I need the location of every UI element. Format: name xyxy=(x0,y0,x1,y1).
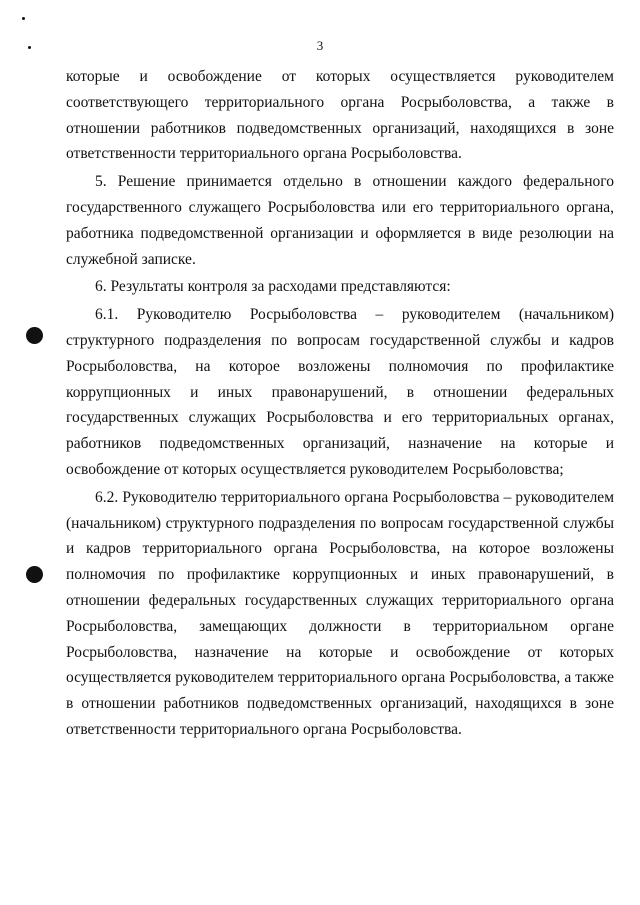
document-body xyxy=(66,64,614,745)
page-number: 3 xyxy=(316,38,324,53)
punch-hole-upper xyxy=(26,327,43,344)
paragraph-6-2: 6.2. Руководителю территориального органа Росрыболовства – руководителем (начальником) структурного подразделения по вопросам государственной службы и кадров территориального органа Росрыболовства, на которое возложены полномочия по профилактике коррупционных и иных правонарушений, в отношении федеральных государственных служащих территориального органа Росрыболовства, замещающих должности в территориальном органе Росрыболовства, назначение на которые и освобождение от которых осуществляется руководителем территориального органа Росрыболовства, а также в отношении работников подведомственных организаций, находящихся в зоне ответственности территориального органа Росрыболовства. xyxy=(66,488,614,738)
paragraph-continuation: которые и освобождение от которых осуществляется руководителем соответствующего территориального органа Росрыболовства, а также в отношении работников подведомственных организаций, находящихся в зоне ответственности территориального органа Росрыболовства. xyxy=(66,68,614,163)
paragraph-6: 6. Результаты контроля за расходами представляются: xyxy=(95,278,451,296)
paragraph-5: 5. Решение принимается отдельно в отношении каждого федерального государственного служащего Росрыболовства или его территориального органа, работника подведомственной организации и оформляется в виде резолюции на служебной записке. xyxy=(66,173,614,268)
punch-hole-lower xyxy=(26,566,43,583)
scan-speck-top xyxy=(22,17,25,20)
paragraph-6-1: 6.1. Руководителю Росрыболовства – руководителем (начальником) структурного подразделения по вопросам государственной службы и кадров Росрыболовства, на которое возложены полномочия по профилактике коррупционных и иных правонарушений, в отношении федеральных государственных служащих Росрыболовства и его территориальных органах, работников подведомственных организаций, назначение на которые и освобождение от которых осуществляется руководителем Росрыболовства; xyxy=(66,306,614,478)
